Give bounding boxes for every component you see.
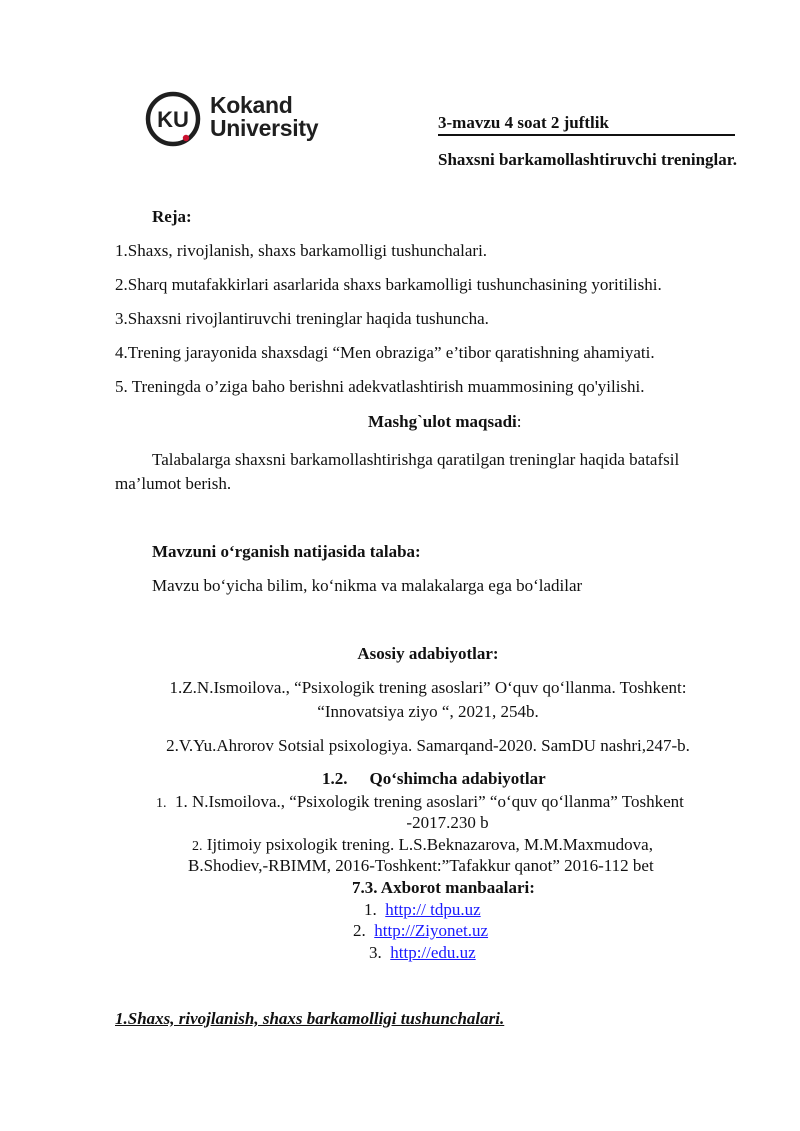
- logo-line-2: University: [210, 115, 319, 141]
- outcome-heading: Mavzuni oʻrganish natijasida talaba:: [152, 542, 421, 561]
- extra-literature-heading: Qoʻshimcha adabiyotlar: [369, 769, 546, 788]
- goal-heading: Mashg`ulot maqsadi: [368, 412, 517, 431]
- topic-underline: [438, 134, 735, 136]
- extra-literature-item-2-line-2: B.Shodiev,-RBIMM, 2016-Toshkent:”Tafakkur qanot” 2016-112 bet: [188, 856, 654, 875]
- topic-label: 3-mavzu 4 soat 2 juftlik: [438, 113, 609, 132]
- outcome-text: Mavzu boʻyicha bilim, koʻnikma va malakalarga ega boʻladilar: [152, 576, 583, 595]
- ku-logo-mark-icon: [144, 90, 204, 148]
- info-source-3-num: 3.: [369, 943, 382, 962]
- extra-literature-item-1-num: 1.: [156, 796, 167, 811]
- plan-item-3: 3.Shaxsni rivojlantiruvchi treninglar haqida tushuncha.: [115, 309, 489, 328]
- university-logo: [144, 90, 344, 148]
- goal-text-line-2: ma’lumot berish.: [115, 474, 232, 493]
- svg-text:KU: KU: [157, 107, 189, 132]
- plan-heading: Reja:: [152, 207, 192, 226]
- topic-title: Shaxsni barkamollashtiruvchi treninglar.: [438, 150, 737, 169]
- goal-text-line-1: Talabalarga shaxsni barkamollashtirishga qaratilgan treninglar haqida batafsil: [152, 450, 680, 469]
- link-tdpu[interactable]: http:// tdpu.uz: [385, 900, 481, 919]
- logo-line-1: Kokand: [210, 92, 293, 118]
- extra-literature-heading-row: [322, 767, 546, 791]
- section-title: 1.Shaxs, rivojlanish, shaxs barkamolligi tushunchalari.: [115, 1009, 505, 1028]
- info-source-3: [369, 941, 476, 965]
- main-literature-item-2: 2.V.Yu.Ahrorov Sotsial psixologiya. Samarqand-2020. SamDU nashri,247-b.: [166, 736, 690, 755]
- info-source-2: [353, 919, 488, 943]
- plan-item-2: 2.Sharq mutafakkirlari asarlarida shaxs barkamolligi tushunchasining yoritilishi.: [115, 275, 662, 294]
- extra-literature-item-2-num: 2.: [192, 839, 203, 854]
- main-literature-item-1-line-2: “Innovatsiya ziyo “, 2021, 254b.: [317, 702, 539, 721]
- extra-literature-item-2-line-1: Ijtimoiy psixologik trening. L.S.Beknazarova, M.M.Maxmudova,: [206, 835, 653, 854]
- main-literature-heading: Asosiy adabiyotlar:: [357, 644, 499, 663]
- logo-wordmark: [210, 94, 318, 140]
- info-source-1-num: 1.: [364, 900, 377, 919]
- link-edu[interactable]: http://edu.uz: [390, 943, 476, 962]
- link-ziyonet[interactable]: http://Ziyonet.uz: [374, 921, 489, 940]
- main-literature-item-1-line-1: 1.Z.N.Ismoilova., “Psixologik trening asoslari” Oʻquv qoʻllanma. Toshkent:: [169, 678, 687, 697]
- extra-literature-item-1-line-1: 1. N.Ismoilova., “Psixologik trening asoslari” “oʻquv qoʻllanma” Toshkent: [175, 792, 684, 811]
- plan-item-4: 4.Trening jarayonida shaxsdagi “Men obraziga” e’tibor qaratishning ahamiyati.: [115, 343, 655, 362]
- goal-heading-row: [368, 410, 522, 434]
- extra-literature-number: 1.2.: [322, 769, 348, 788]
- info-source-2-num: 2.: [353, 921, 366, 940]
- goal-colon: :: [516, 412, 522, 431]
- plan-item-5: 5. Treningda o’ziga baho berishni adekvatlashtirish muammosining qo'yilishi.: [115, 377, 645, 396]
- info-sources-heading: 7.3. Axborot manbaalari:: [352, 878, 535, 897]
- plan-item-1: 1.Shaxs, rivojlanish, shaxs barkamolligi tushunchalari.: [115, 241, 488, 260]
- extra-literature-item-1-line-2: -2017.230 b: [406, 813, 489, 832]
